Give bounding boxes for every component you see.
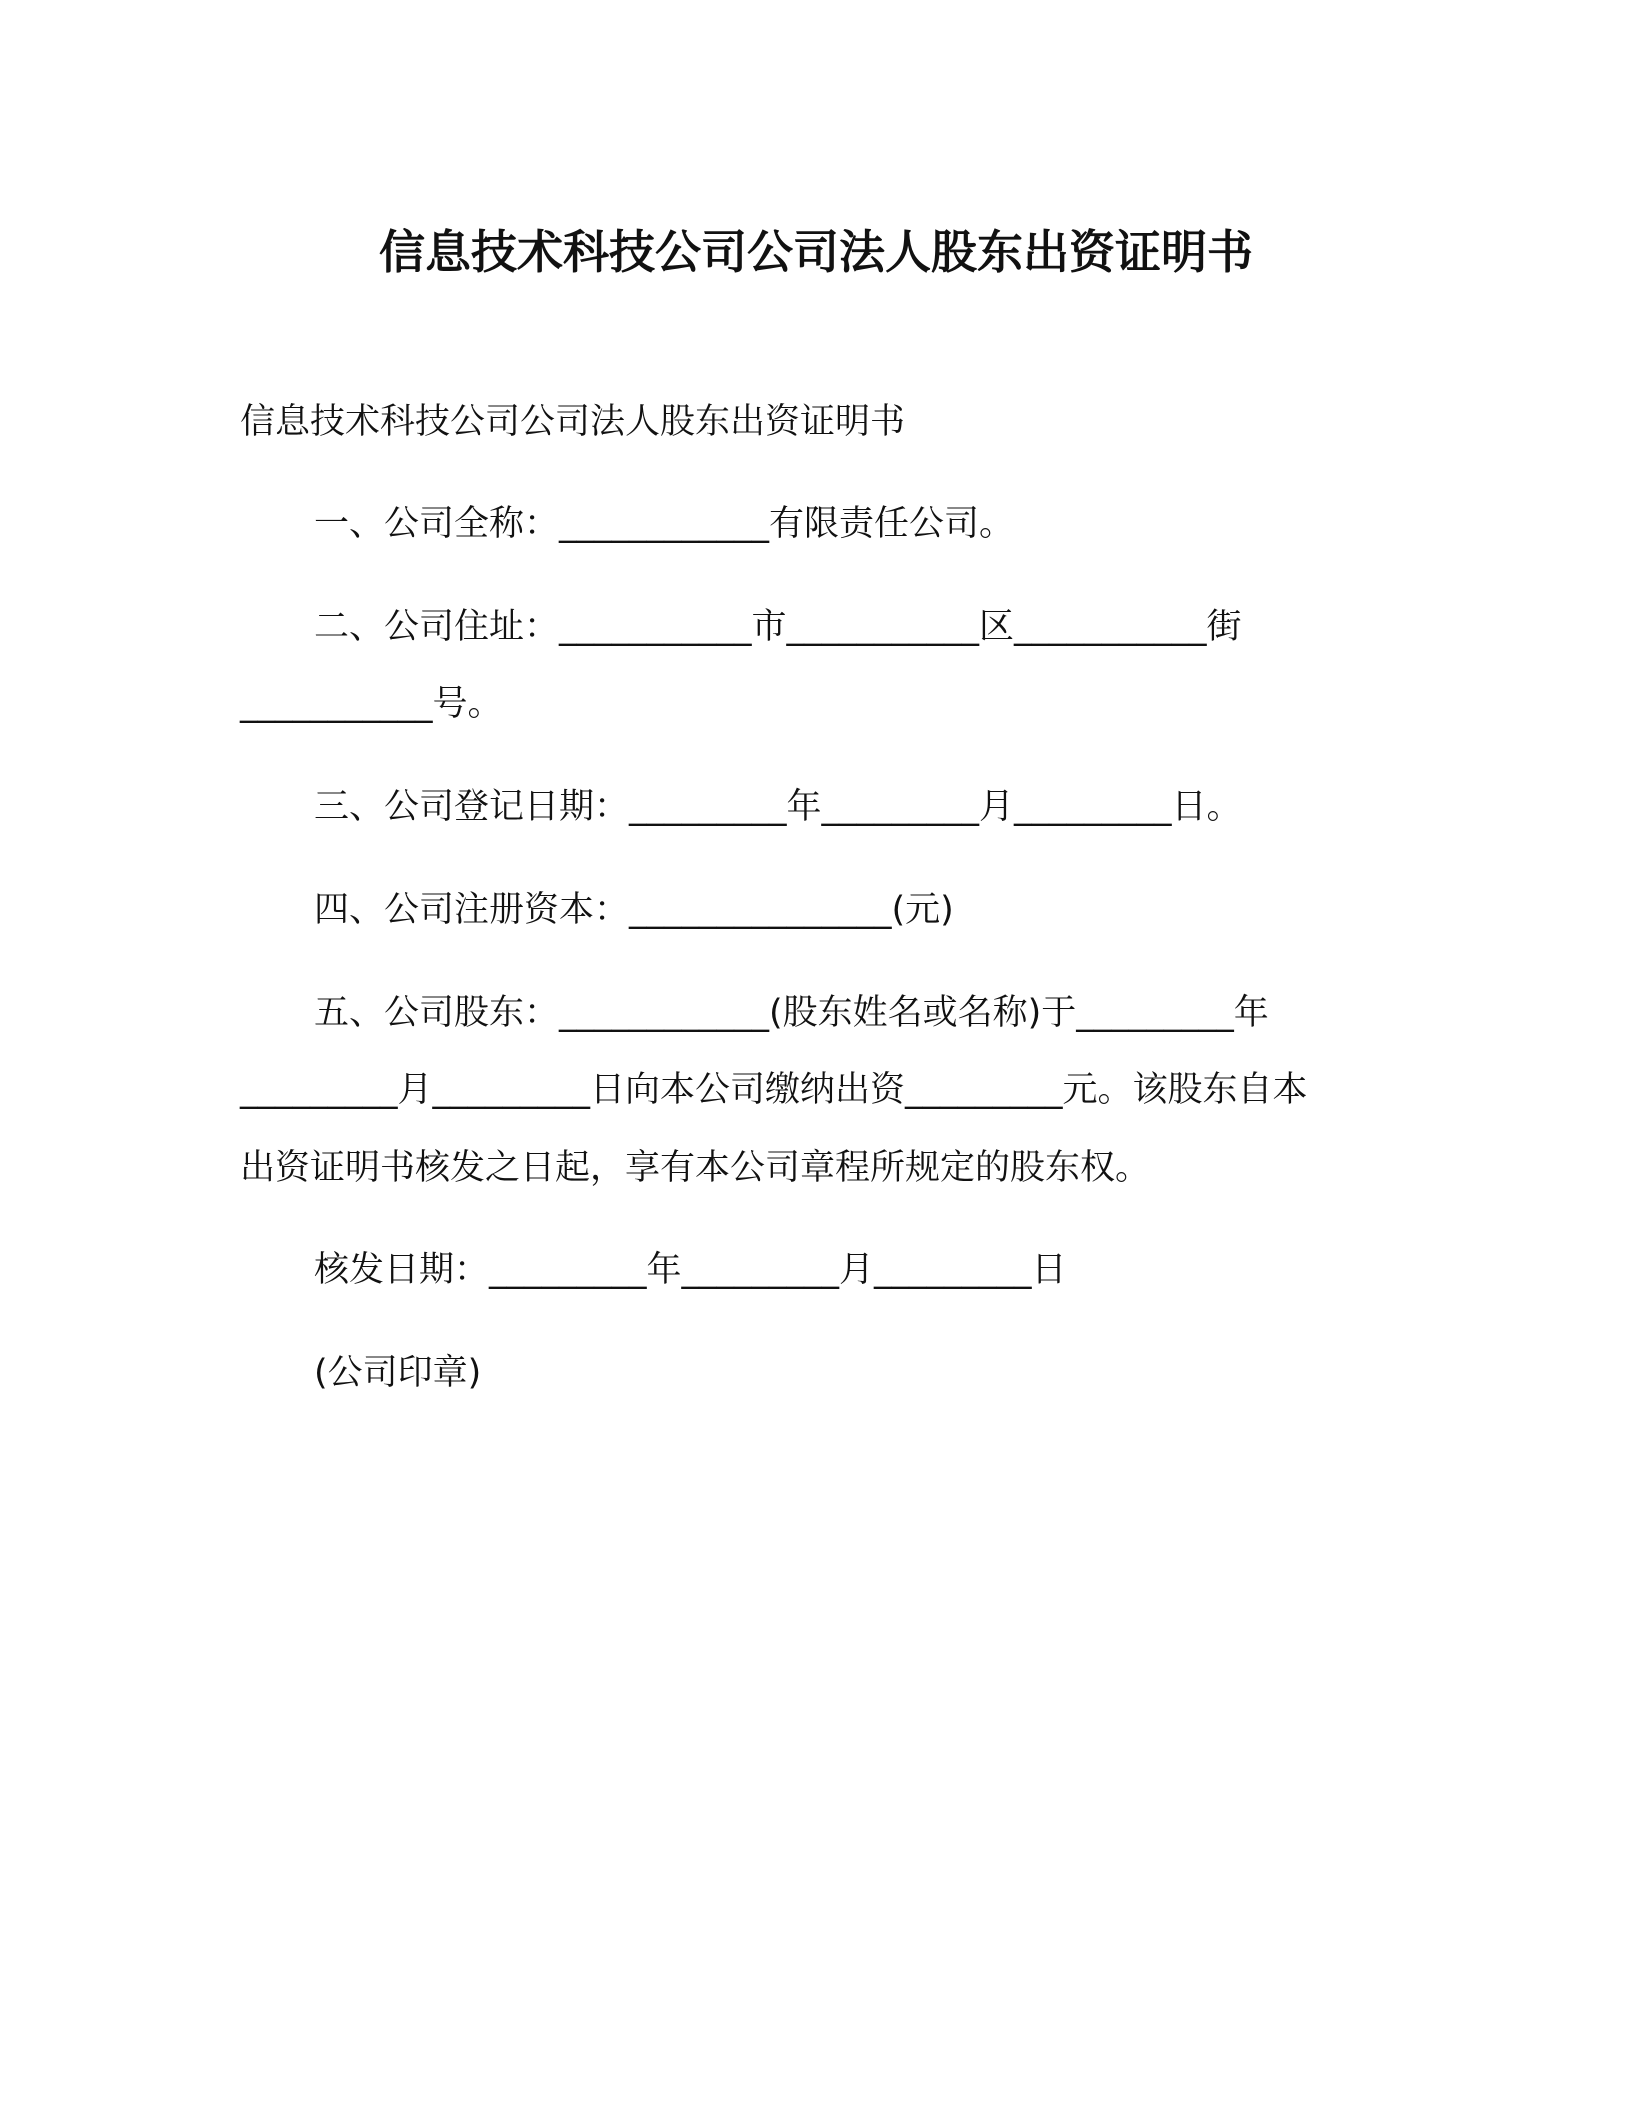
item-registered-capital: 四、公司注册资本：_______________(元)	[314, 890, 954, 930]
issue-date: 核发日期：_________年_________月_________日	[314, 1250, 1067, 1290]
item-shareholder-cont: _________月_________日向本公司缴纳出资_________元。该股东自本	[240, 1070, 1308, 1110]
item-company-address: 二、公司住址：___________市___________区___________街	[314, 607, 1242, 647]
item-shareholder-rights: 出资证明书核发之日起，享有本公司章程所规定的股东权。	[240, 1148, 1151, 1188]
document-subtitle: 信息技术科技公司公司法人股东出资证明书	[240, 402, 906, 442]
item-company-address-cont: ___________号。	[240, 684, 503, 724]
item-company-name: 一、公司全称：____________有限责任公司。	[314, 504, 1015, 544]
item-registration-date: 三、公司登记日期：_________年_________月_________日。	[314, 787, 1242, 827]
item-shareholder: 五、公司股东：____________(股东姓名或名称)于_________年	[314, 993, 1269, 1033]
company-seal-label: (公司印章)	[314, 1353, 482, 1393]
document-title: 信息技术科技公司公司法人股东出资证明书	[379, 225, 1253, 279]
